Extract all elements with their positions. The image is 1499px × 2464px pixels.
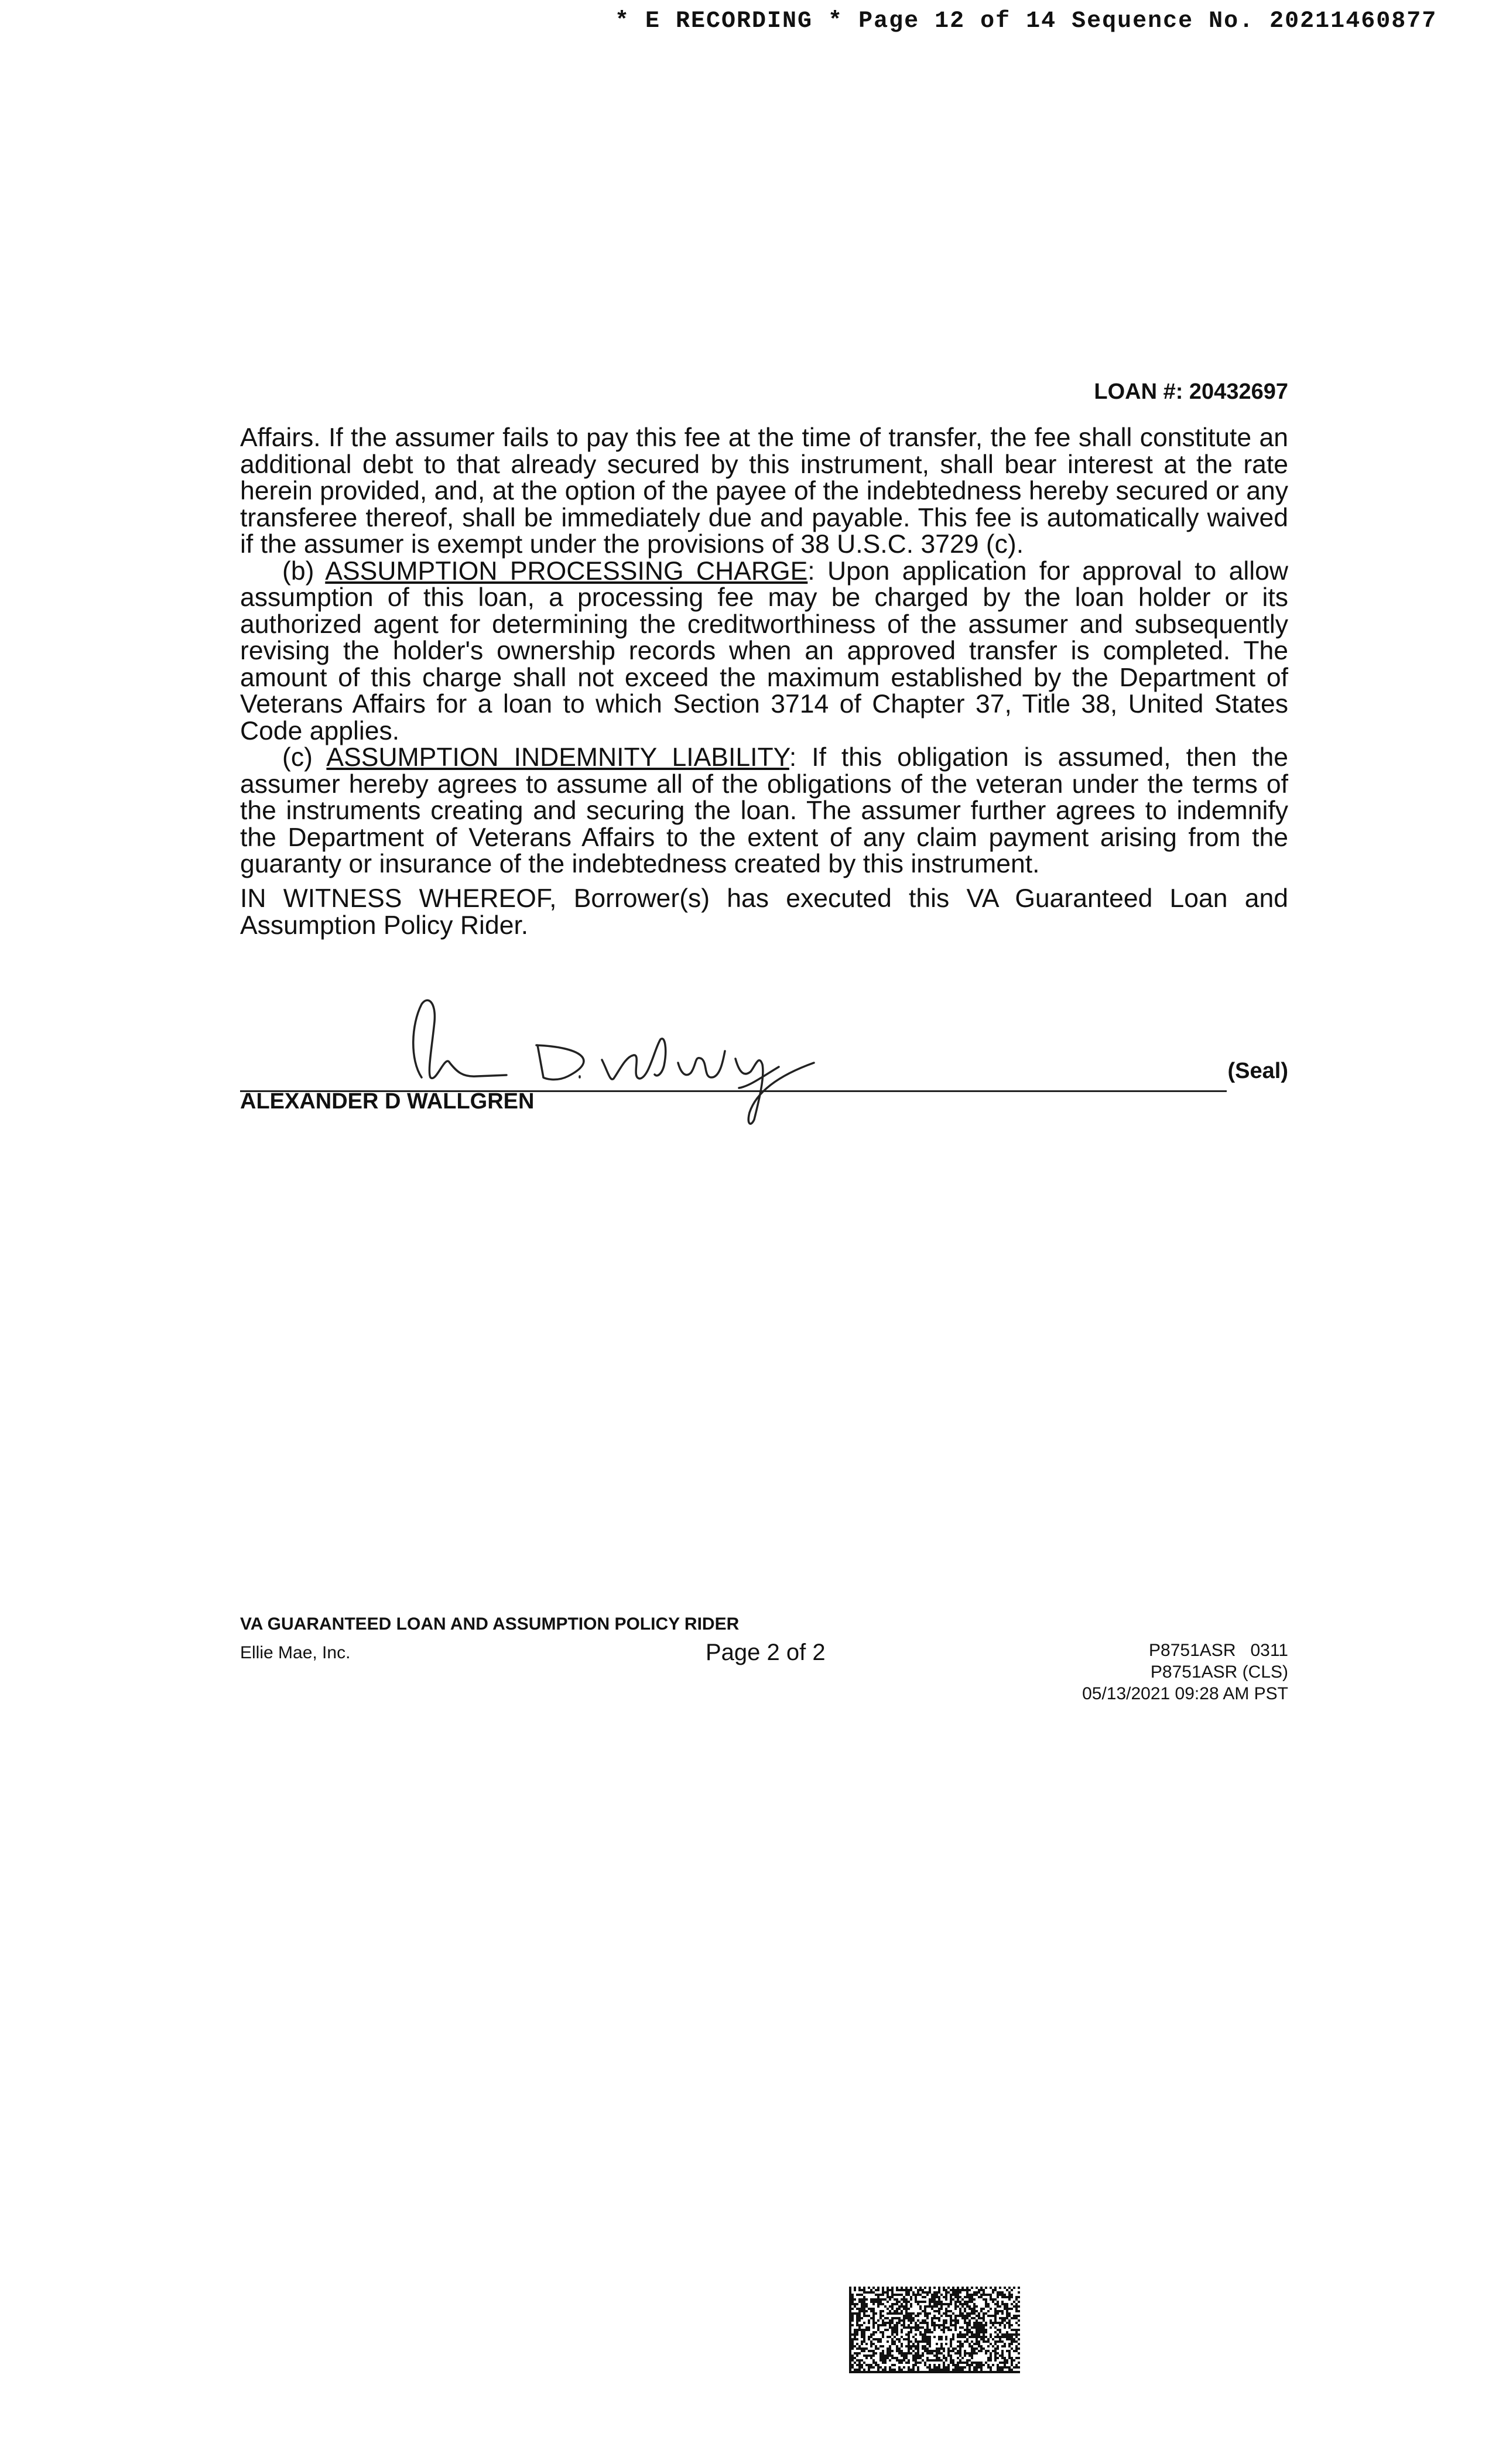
form-code: P8751ASR 0311 xyxy=(1149,1641,1288,1660)
form-codes xyxy=(1082,1640,1288,1705)
paragraph-indemnity-liability xyxy=(240,744,1288,878)
section-heading-processing-charge: ASSUMPTION PROCESSING CHARGE xyxy=(325,556,808,586)
seal-label: (Seal) xyxy=(1227,1059,1288,1083)
loan-number: LOAN #: 20432697 xyxy=(1094,379,1288,404)
company-name: Ellie Mae, Inc. xyxy=(240,1643,351,1662)
paragraph-prefix: (c) xyxy=(282,743,327,772)
form-code-cls: P8751ASR (CLS) xyxy=(1150,1662,1288,1682)
signature-block xyxy=(240,990,1288,1130)
paragraph-funding-fee: Affairs. If the assumer fails to pay this fee at the time of transfer, the fee shall constitute an additional debt to that already secured by this instrument, shall bear interest at the rate herein provided, and, at the option of the payee of the indebtedness hereby secured or any transferee thereof, shall be immediately due and payable. This fee is automatically waived if the assumer is exempt under the provisions of 38 U.S.C. 3729 (c). xyxy=(240,423,1288,559)
2d-barcode xyxy=(849,2287,1020,2373)
rider-body xyxy=(240,425,1288,878)
paragraph-text: : If this obligation is assumed, then the assumer hereby agrees to assume all of the obligations of the veteran under the terms of the instruments creating and securing the loan. The assumer further agrees to indemnify the Department of Veterans Affairs to the extent of any claim payment arising from the guaranty or insurance of the indebtedness created by this instrument. xyxy=(240,743,1289,878)
page-number: Page 2 of 2 xyxy=(706,1640,826,1665)
signer-name: ALEXANDER D WALLGREN xyxy=(240,1089,535,1114)
witness-clause: IN WITNESS WHEREOF, Borrower(s) has executed this VA Guaranteed Loan and Assumption Policy Rider. xyxy=(240,884,1288,940)
paragraph-text: : Upon application for approval to allow assumption of this loan, a processing fee may be charged by the loan holder or its authorized agent for determining the creditworthiness of the assumer and subsequently revising the holder's ownership records when an approved transfer is completed. The amount of this charge shall not exceed the maximum established by the Department of Veterans Affairs for a loan to which Section 3714 of Chapter 37, Title 38, United States Code applies. xyxy=(240,556,1288,745)
print-timestamp: 05/13/2021 09:28 AM PST xyxy=(1082,1684,1288,1703)
paragraph-prefix: (b) xyxy=(282,556,326,586)
section-heading-indemnity-liability: ASSUMPTION INDEMNITY LIABILITY xyxy=(326,743,789,772)
paragraph-processing-charge xyxy=(240,558,1288,745)
recording-header: * E RECORDING * Page 12 of 14 Sequence No. 20211460877 xyxy=(615,8,1438,35)
form-title: VA GUARANTEED LOAN AND ASSUMPTION POLICY RIDER xyxy=(240,1614,740,1634)
